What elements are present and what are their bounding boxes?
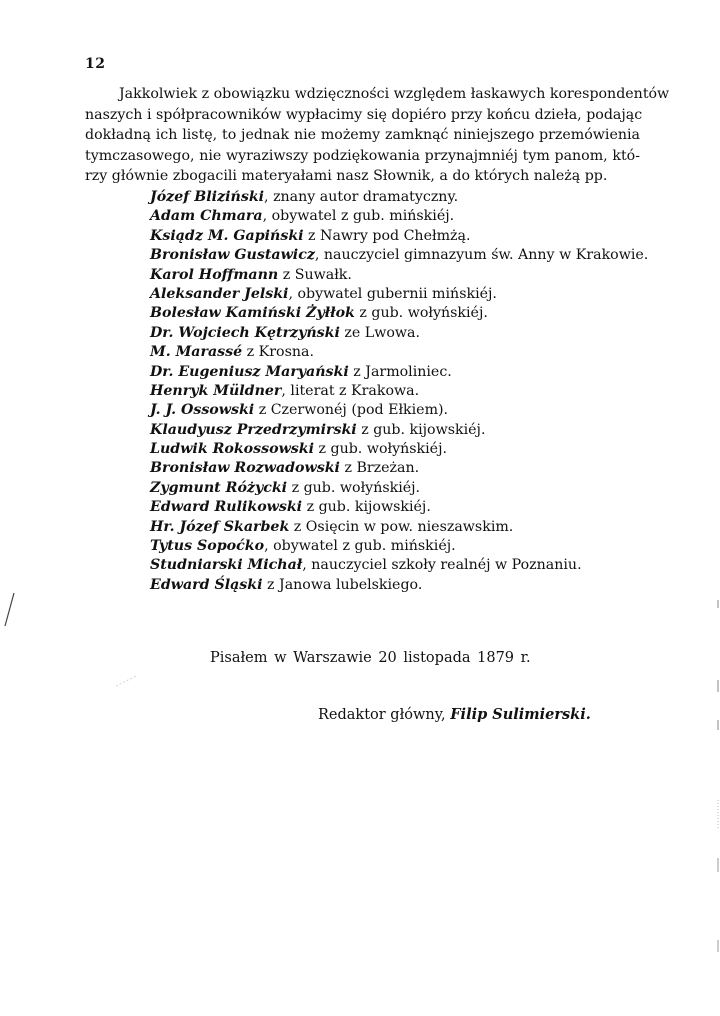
contributor-name: Aleksander Jelski <box>150 285 289 302</box>
editor-signature <box>318 706 591 723</box>
contributor-entry <box>150 556 670 575</box>
contributor-name: Karol Hoffmann <box>150 266 279 283</box>
contributor-detail: , literat z Krakowa. <box>281 382 420 399</box>
contributor-detail: z gub. wołyńskiéj. <box>314 441 447 458</box>
contributor-entry <box>150 401 670 420</box>
contributor-name: Edward Rulikowski <box>150 499 303 516</box>
contributor-name: M. Marassé <box>150 344 243 361</box>
contributor-entry <box>150 343 670 362</box>
contributor-detail: z gub. kijowskiéj. <box>356 421 486 438</box>
contributor-detail: z Suwałk. <box>278 266 352 283</box>
intro-line: rzy głównie zbogacili materyałami nasz Słownik, a do których należą pp. <box>85 168 608 184</box>
contributor-entry <box>150 285 670 304</box>
contributor-name: Edward Śląski <box>150 576 263 593</box>
contributor-entry <box>150 188 670 207</box>
contributor-name: Bolesław Kamiński Żyłłok <box>150 305 355 322</box>
contributor-detail: , obywatel gubernii mińskiéj. <box>288 285 497 302</box>
page-number: 12 <box>85 56 106 72</box>
contributor-detail: z Krosna. <box>242 344 314 361</box>
contributor-entry <box>150 382 670 401</box>
contributor-entry <box>150 479 670 498</box>
contributor-entry <box>150 324 670 343</box>
contributor-detail: , nauczyciel gimnazyum św. Anny w Krakowie. <box>314 247 649 264</box>
intro-line: Jakkolwiek z obowiązku wdzięczności względem łaskawych korespondentów <box>119 86 670 102</box>
contributor-name: Tytus Sopoćko <box>150 538 265 555</box>
contributor-detail: , nauczyciel szkoły realnéj w Poznaniu. <box>302 557 582 574</box>
editor-role: Redaktor główny, <box>318 707 446 723</box>
contributor-name: Hr. Józef Skarbek <box>150 518 290 535</box>
contributor-detail: z Osięcin w pow. nieszawskim. <box>289 518 514 535</box>
contributor-detail: z gub. wołyńskiéj. <box>287 479 421 496</box>
contributor-name: Zygmunt Różycki <box>150 479 288 496</box>
contributor-name: Bronisław Gustawicz <box>150 247 315 264</box>
contributor-detail: z Nawry pod Chełmżą. <box>303 227 471 244</box>
contributor-detail: z gub. wołyńskiéj. <box>354 305 488 322</box>
contributor-entry <box>150 537 670 556</box>
contributor-entry <box>150 518 670 537</box>
contributor-detail: , obywatel z gub. mińskiéj. <box>262 208 455 225</box>
contributor-entry <box>150 440 670 459</box>
contributor-name: Henryk Müldner <box>150 382 282 399</box>
contributor-entry <box>150 498 670 517</box>
contributor-entry <box>150 266 670 285</box>
contributor-detail: z Czerwonéj (pod Ełkiem). <box>254 402 449 419</box>
contributor-entry <box>150 576 670 595</box>
contributor-name: Ksiądz M. Gapiński <box>150 227 304 244</box>
contributor-detail: , znany autor dramatyczny. <box>264 189 459 205</box>
contributor-entry <box>150 304 670 323</box>
contributor-name: Adam Chmara <box>150 208 263 225</box>
margin-pencil-mark <box>2 592 16 628</box>
editor-name: Filip Sulimierski. <box>450 706 591 723</box>
contributor-detail: z Jarmoliniec. <box>348 363 452 380</box>
contributor-detail: z Janowa lubelskiego. <box>262 576 423 593</box>
contributor-name: Dr. Eugeniusz Maryański <box>150 363 349 380</box>
contributor-list <box>150 188 670 595</box>
contributor-detail: z Brzeżan. <box>339 460 420 477</box>
contributor-detail: z gub. kijowskiéj. <box>302 499 431 516</box>
contributor-name: Dr. Wojciech Kętrzyński <box>150 324 340 341</box>
page-edge-marks <box>716 590 720 970</box>
contributor-detail: ze Lwowa. <box>339 324 421 341</box>
contributor-name: Bronisław Rozwadowski <box>150 460 340 477</box>
contributor-entry <box>150 207 670 226</box>
place-and-date: Pisałem w Warszawie 20 listopada 1879 r. <box>210 650 531 666</box>
contributor-name: Ludwik Rokossowski <box>150 441 314 458</box>
contributor-entry <box>150 363 670 382</box>
contributor-entry <box>150 227 670 246</box>
faint-pencil-mark <box>114 674 138 688</box>
intro-line: tymczasowego, nie wyraziwszy podziękowania przynajmniéj tym panom, któ- <box>85 147 640 164</box>
intro-line: dokładną ich listę, to jednak nie możemy zamknąć niniejszego przemówienia <box>85 127 640 143</box>
contributor-name: Studniarski Michał <box>150 557 303 574</box>
contributor-entry <box>150 246 670 265</box>
contributor-detail: , obywatel z gub. mińskiéj. <box>264 538 456 555</box>
contributor-name: Klaudyusz Przedrzymirski <box>150 421 357 438</box>
intro-line: naszych i spółpracowników wypłacimy się dopiéro przy końcu dzieła, podając <box>85 106 643 123</box>
contributor-name: J. J. Ossowski <box>150 402 255 419</box>
intro-paragraph <box>85 84 670 187</box>
contributor-entry <box>150 459 670 478</box>
contributor-name: Józef Bliziński <box>150 189 265 205</box>
contributor-entry <box>150 421 670 440</box>
